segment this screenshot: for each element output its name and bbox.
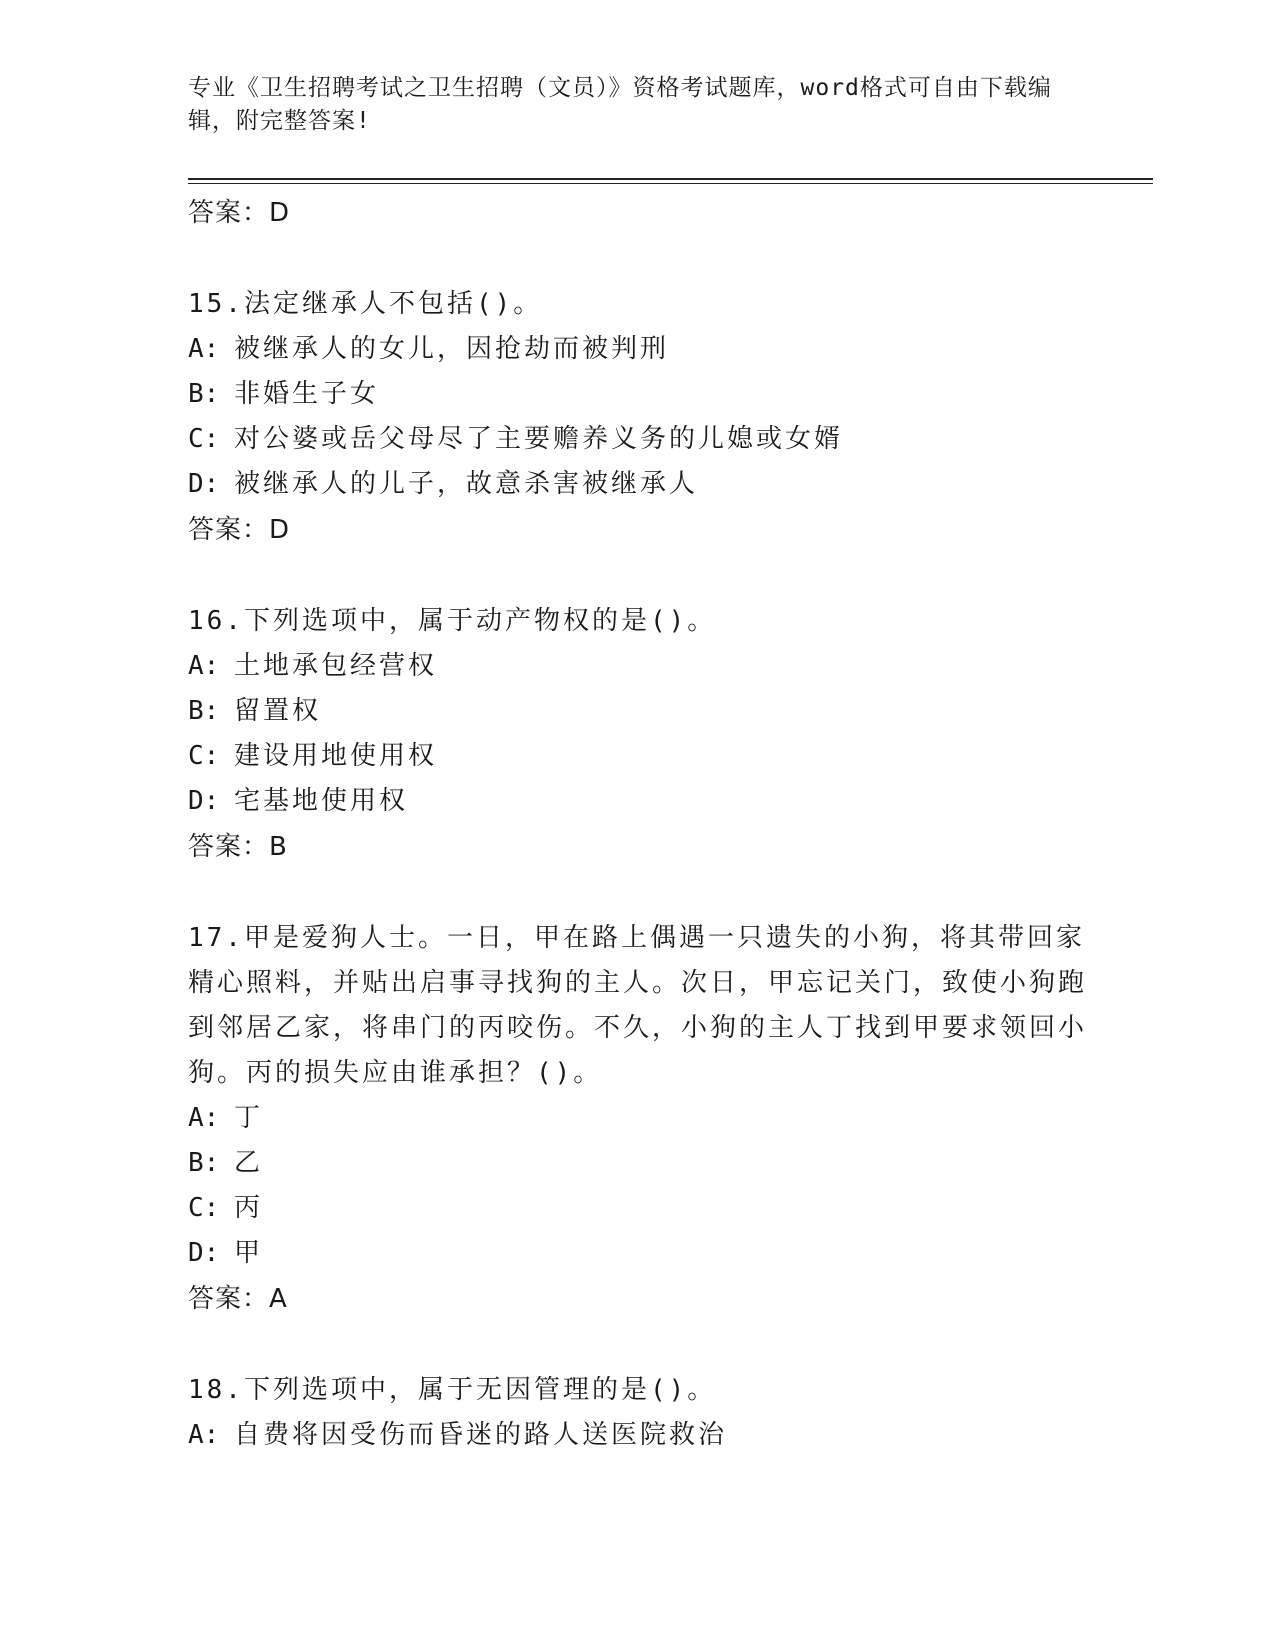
option-text: 建设用地使用权	[234, 741, 438, 771]
answer-line: 答案：B	[188, 832, 288, 862]
header-divider	[188, 178, 1153, 180]
option-text: 宅基地使用权	[234, 786, 409, 816]
option-b	[188, 689, 1148, 734]
question-stem: 16.下列选项中，属于动产物权的是()。	[188, 606, 717, 636]
option-b	[188, 372, 1148, 417]
option-letter: D:	[188, 786, 220, 816]
option-c	[188, 1186, 1148, 1231]
option-c	[188, 734, 1148, 779]
option-c	[188, 417, 1148, 462]
option-letter: C:	[188, 741, 220, 771]
option-letter: C:	[188, 424, 220, 454]
option-text: 对公婆或岳父母尽了主要赡养义务的儿媳或女婿	[234, 424, 844, 454]
option-d	[188, 1231, 1148, 1276]
option-letter: B:	[188, 379, 220, 409]
option-d	[188, 779, 1148, 824]
option-a	[188, 327, 1148, 372]
question-stem: 17.甲是爱狗人士。一日，甲在路上偶遇一只遗失的小狗，将其带回家精心照料，并贴出启事寻找狗的主人。次日，甲忘记关门，致使小狗跑到邻居乙家，将串门的丙咬伤。不久，小狗的主人丁找到甲要求领回小狗。丙的损失应由谁承担？()。	[188, 923, 1088, 1088]
option-b	[188, 1141, 1148, 1186]
option-a	[188, 1096, 1148, 1141]
answer-line: 答案：D	[188, 515, 291, 545]
header-divider-thin	[188, 183, 1153, 184]
question-item	[188, 916, 1148, 1322]
option-letter: A:	[188, 1103, 220, 1133]
question-stem: 15.法定继承人不包括()。	[188, 289, 543, 319]
option-letter: B:	[188, 1148, 220, 1178]
option-letter: D:	[188, 469, 220, 499]
answer-line: 答案：A	[188, 1284, 288, 1314]
option-text: 乙	[234, 1148, 264, 1178]
option-text: 被继承人的女儿，因抢劫而被判刑	[234, 334, 670, 364]
option-letter: A:	[188, 334, 220, 364]
question-stem: 18.下列选项中，属于无因管理的是()。	[188, 1375, 717, 1405]
question-item	[188, 1368, 1148, 1458]
option-a	[188, 1413, 1148, 1458]
option-d	[188, 462, 1148, 507]
question-item	[188, 599, 1148, 870]
option-letter: A:	[188, 1420, 220, 1450]
option-text: 丙	[234, 1193, 264, 1223]
question-item	[188, 282, 1148, 553]
option-letter: D:	[188, 1238, 220, 1268]
option-text: 丁	[234, 1103, 264, 1133]
option-text: 土地承包经营权	[234, 651, 438, 681]
option-text: 被继承人的儿子，故意杀害被继承人	[234, 469, 699, 499]
option-a	[188, 644, 1148, 689]
option-letter: A:	[188, 651, 220, 681]
option-letter: B:	[188, 696, 220, 726]
option-text: 留置权	[234, 696, 322, 726]
answer-line: 答案：D	[188, 198, 291, 228]
question-list	[188, 190, 1148, 1458]
option-text: 甲	[234, 1238, 264, 1268]
option-text: 非婚生子女	[234, 379, 380, 409]
option-text: 自费将因受伤而昏迷的路人送医院救治	[234, 1420, 728, 1450]
document-header: 专业《卫生招聘考试之卫生招聘（文员）》资格考试题库，word格式可自由下载编辑，附完整答案!	[188, 75, 1052, 134]
option-letter: C:	[188, 1193, 220, 1223]
